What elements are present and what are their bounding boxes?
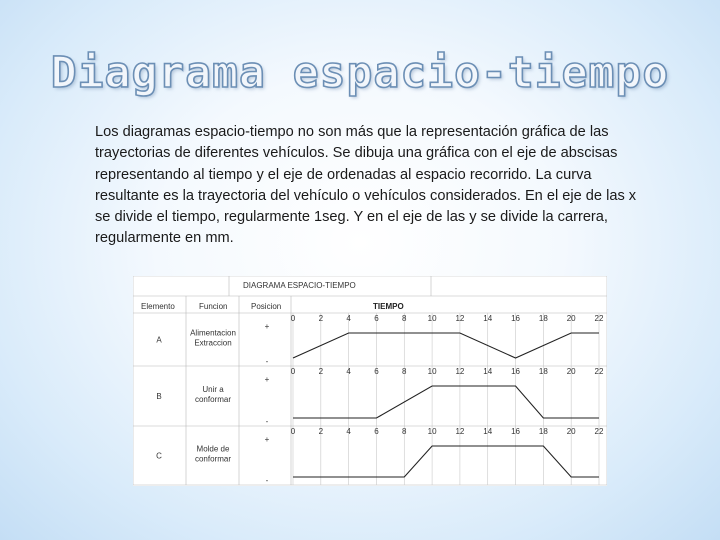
- time-tick-label: 6: [374, 314, 379, 323]
- function-label: Unir a: [202, 385, 224, 394]
- time-tick-label: 6: [374, 427, 379, 436]
- time-tick-label: 16: [511, 427, 520, 436]
- position-plus: +: [264, 375, 270, 384]
- header-position: Posicion: [251, 302, 282, 311]
- time-tick-label: 16: [511, 367, 520, 376]
- function-label: Molde de: [196, 444, 230, 454]
- diagram-svg: [133, 276, 607, 486]
- time-tick-label: 6: [374, 367, 379, 376]
- trajectory-line: [293, 386, 599, 418]
- time-tick-label: 22: [594, 367, 604, 376]
- position-plus: +: [264, 435, 270, 444]
- time-tick-label: 0: [290, 427, 296, 436]
- time-tick-label: 2: [318, 367, 324, 376]
- element-label: B: [156, 392, 162, 401]
- diagram-rows: [156, 313, 604, 485]
- time-tick-label: 12: [455, 314, 465, 323]
- space-time-diagram: [133, 276, 607, 486]
- time-tick-label: 12: [455, 427, 465, 436]
- time-tick-label: 14: [483, 427, 493, 436]
- function-label: Extraccion: [194, 338, 232, 348]
- position-minus: -: [265, 476, 269, 485]
- position-plus: +: [264, 322, 270, 331]
- function-label: conformar: [194, 395, 232, 404]
- time-tick-label: 18: [538, 427, 548, 436]
- time-tick-label: 16: [511, 314, 520, 323]
- trajectory-line: [293, 446, 599, 477]
- time-tick-label: 10: [427, 427, 437, 436]
- time-tick-label: 20: [566, 427, 576, 436]
- time-tick-label: 8: [402, 314, 407, 323]
- header-time: TIEMPO: [373, 302, 404, 311]
- header-element: Elemento: [141, 302, 175, 311]
- position-minus: -: [265, 417, 269, 426]
- function-label: conformar: [194, 454, 232, 464]
- time-tick-label: 0: [290, 367, 296, 376]
- element-label: C: [156, 451, 162, 461]
- time-tick-label: 8: [402, 427, 407, 436]
- time-tick-label: 0: [290, 314, 296, 323]
- slide-title: Diagrama espacio-tiempo: [50, 48, 670, 98]
- time-tick-label: 4: [346, 314, 351, 323]
- time-tick-label: 20: [566, 367, 576, 376]
- position-minus: -: [265, 357, 269, 366]
- function-label: Alimentacion: [190, 328, 236, 338]
- header-function: Funcion: [199, 302, 228, 311]
- time-tick-label: 10: [427, 314, 437, 323]
- time-tick-label: 18: [538, 367, 548, 376]
- time-tick-label: 22: [594, 427, 604, 436]
- time-tick-label: 4: [346, 427, 351, 436]
- time-tick-label: 14: [483, 367, 493, 376]
- time-tick-label: 22: [594, 314, 604, 323]
- time-tick-label: 2: [318, 314, 324, 323]
- time-tick-label: 10: [427, 367, 437, 376]
- slide-paragraph: Los diagramas espacio-tiempo no son más que la representación gráfica de las trayectorias de diferentes vehículos. Se dibuja una gráfica con el eje de abscisas representando al tiempo y el eje de ordenadas al espacio recorrido. La curva resultante es la trayectoria del vehículo o vehículos considerados. En el eje de las x se divide el tiempo, regularmente 1seg. Y en el eje de las y se divide la carrera, regularmente en mm.: [95, 124, 637, 247]
- time-tick-label: 18: [538, 314, 548, 323]
- trajectory-line: [293, 333, 599, 358]
- element-label: A: [156, 335, 162, 345]
- time-tick-label: 12: [455, 367, 465, 376]
- diagram-title: DIAGRAMA ESPACIO-TIEMPO: [243, 281, 356, 290]
- time-tick-label: 20: [566, 314, 576, 323]
- time-tick-label: 14: [483, 314, 493, 323]
- time-tick-label: 2: [318, 427, 324, 436]
- time-tick-label: 8: [402, 367, 407, 376]
- time-tick-label: 4: [346, 367, 351, 376]
